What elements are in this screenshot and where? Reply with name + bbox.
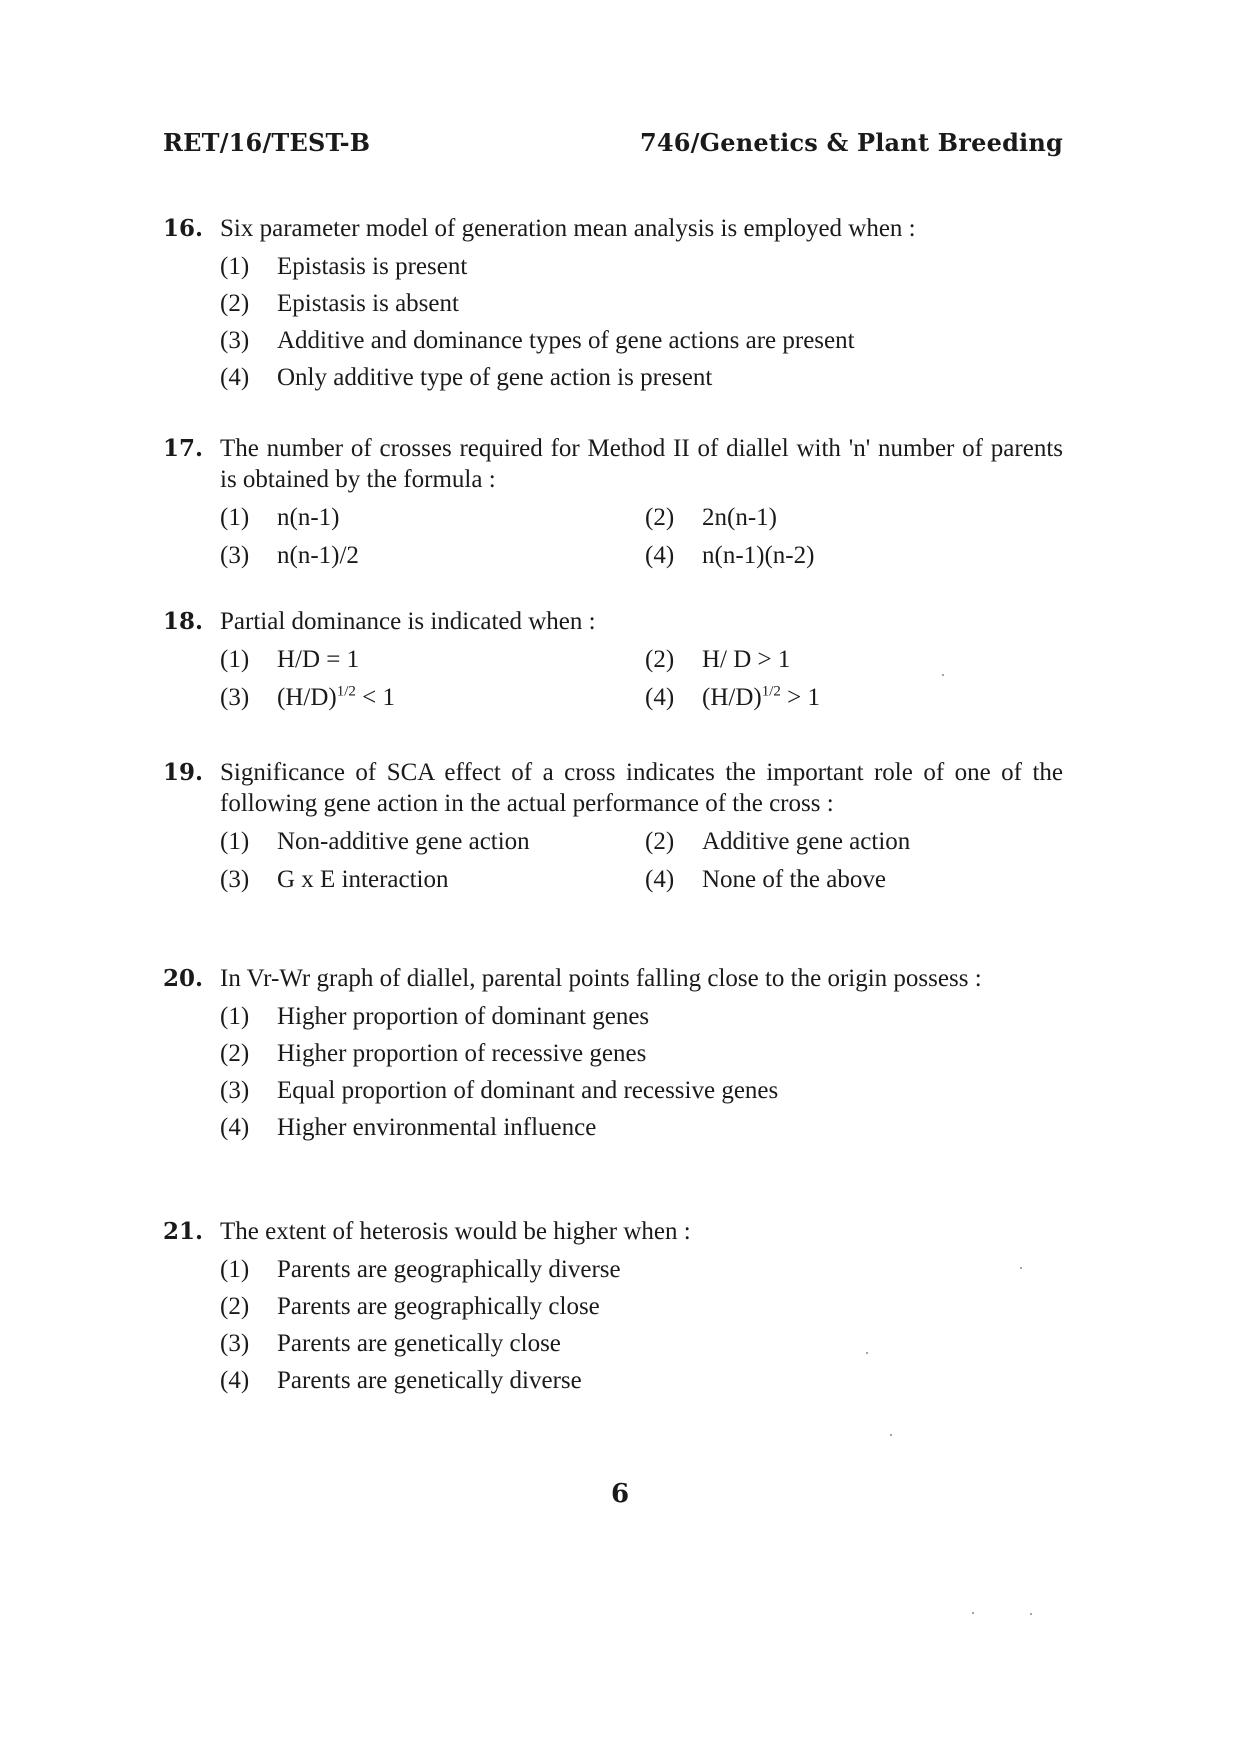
option-grid [220,641,1063,717]
scan-speck [890,1434,892,1436]
question-number: 21. [163,1218,204,1245]
option-text: Additive gene action [702,828,911,855]
option-text: n(n-1)/2 [277,542,359,569]
scan-speck [866,1352,868,1354]
option-3[interactable] [220,322,1063,359]
option-text: Non-additive gene action [277,828,530,855]
option-formula [702,679,820,716]
option-number: (1) [220,504,250,531]
question-text: In Vr-Wr graph of diallel, parental points falling close to the origin possess : [220,965,982,992]
option-4[interactable] [645,679,1025,716]
page-header [163,128,1063,168]
option-2[interactable] [645,499,1025,536]
option-text: Parents are geographically close [277,1293,600,1320]
option-number: (3) [220,684,250,711]
question-text: The number of crosses required for Method II of diallel with 'n' number of parents is obtained by the formula : [220,435,1063,493]
option-number: (2) [220,1040,250,1067]
option-text: Parents are genetically close [277,1330,561,1357]
formula-base: (H/D) [277,684,337,711]
option-number: (2) [220,290,250,317]
question-stem [163,1216,1063,1247]
question-21 [163,1216,1063,1399]
option-text: Higher proportion of recessive genes [277,1040,647,1067]
option-text: n(n-1) [277,504,340,531]
option-number: (4) [645,866,675,893]
option-4[interactable] [645,861,1025,898]
scan-speck [1020,1267,1022,1269]
formula-tail: < 1 [355,684,395,711]
option-list [220,248,1063,396]
option-number: (4) [220,1367,250,1394]
option-text: Parents are geographically diverse [277,1256,621,1283]
option-2[interactable] [220,285,1063,322]
option-text: H/D = 1 [277,646,360,673]
question-19 [163,757,1063,899]
option-number: (3) [220,1330,250,1357]
question-text: The extent of heterosis would be higher when : [220,1218,691,1245]
question-number: 18. [163,608,204,635]
option-2[interactable] [220,1288,1063,1325]
option-list [220,1251,1063,1399]
option-formula [277,679,395,716]
option-1[interactable] [220,248,1063,285]
option-4[interactable] [220,1109,1063,1146]
question-stem [163,963,1063,994]
option-number: (3) [220,327,250,354]
option-grid [220,823,1063,899]
option-number: (2) [645,828,675,855]
header-test-code: RET/16/TEST-B [163,128,371,157]
option-number: (3) [220,542,250,569]
formula-exponent: 1/2 [336,683,356,700]
option-3[interactable] [220,537,600,574]
question-number: 20. [163,965,204,992]
option-grid [220,499,1063,575]
option-2[interactable] [645,823,1025,860]
option-2[interactable] [220,1035,1063,1072]
question-text: Six parameter model of generation mean analysis is employed when : [220,215,916,242]
option-number: (4) [220,364,250,391]
formula-base: (H/D) [702,684,762,711]
option-number: (4) [645,542,675,569]
option-number: (1) [220,1256,250,1283]
option-number: (2) [220,1293,250,1320]
option-1[interactable] [220,641,600,678]
header-subject: 746/Genetics & Plant Breeding [639,128,1063,157]
option-number: (1) [220,646,250,673]
option-text: Higher proportion of dominant genes [277,1003,650,1030]
question-number: 17. [163,435,204,462]
question-20 [163,963,1063,1146]
option-text: 2n(n-1) [702,504,777,531]
option-1[interactable] [220,823,600,860]
option-text: Epistasis is absent [277,290,459,317]
scan-speck [972,1612,974,1614]
option-text: Only additive type of gene action is present [277,364,713,391]
option-text: n(n-1)(n-2) [702,542,815,569]
option-text: Higher environmental influence [277,1114,597,1141]
option-1[interactable] [220,998,1063,1035]
formula-exponent: 1/2 [761,683,781,700]
question-16 [163,213,1063,396]
option-number: (1) [220,253,250,280]
question-stem [163,433,1063,495]
option-number: (1) [220,828,250,855]
question-text: Partial dominance is indicated when : [220,608,596,635]
option-1[interactable] [220,499,600,536]
option-4[interactable] [220,359,1063,396]
question-number: 19. [163,759,204,786]
option-text: H/ D > 1 [702,646,791,673]
option-text: G x E interaction [277,866,449,893]
question-stem [163,757,1063,819]
question-17 [163,433,1063,575]
option-4[interactable] [220,1362,1063,1399]
question-stem [163,213,1063,244]
option-number: (3) [220,866,250,893]
option-number: (4) [645,684,675,711]
option-number: (2) [645,646,675,673]
page-number: 6 [610,1479,630,1509]
option-3[interactable] [220,1325,1063,1362]
option-3[interactable] [220,1072,1063,1109]
option-list [220,998,1063,1146]
option-number: (3) [220,1077,250,1104]
question-18 [163,606,1063,717]
option-number: (2) [645,504,675,531]
question-text: Significance of SCA effect of a cross indicates the important role of one of the following gene action in the actual performance of the cross : [220,759,1063,817]
option-1[interactable] [220,1251,1063,1288]
formula-tail: > 1 [780,684,820,711]
option-number: (4) [220,1114,250,1141]
option-3[interactable] [220,679,600,716]
option-2[interactable] [645,641,1025,678]
question-number: 16. [163,215,204,242]
option-number: (1) [220,1003,250,1030]
scan-speck [942,674,944,676]
option-text: None of the above [702,866,886,893]
option-3[interactable] [220,861,600,898]
option-text: Equal proportion of dominant and recessive genes [277,1077,779,1104]
option-text: Epistasis is present [277,253,468,280]
option-text: Parents are genetically diverse [277,1367,582,1394]
scan-speck [1030,1613,1032,1615]
option-text: Additive and dominance types of gene actions are present [277,327,855,354]
question-stem [163,606,1063,637]
option-4[interactable] [645,537,1025,574]
